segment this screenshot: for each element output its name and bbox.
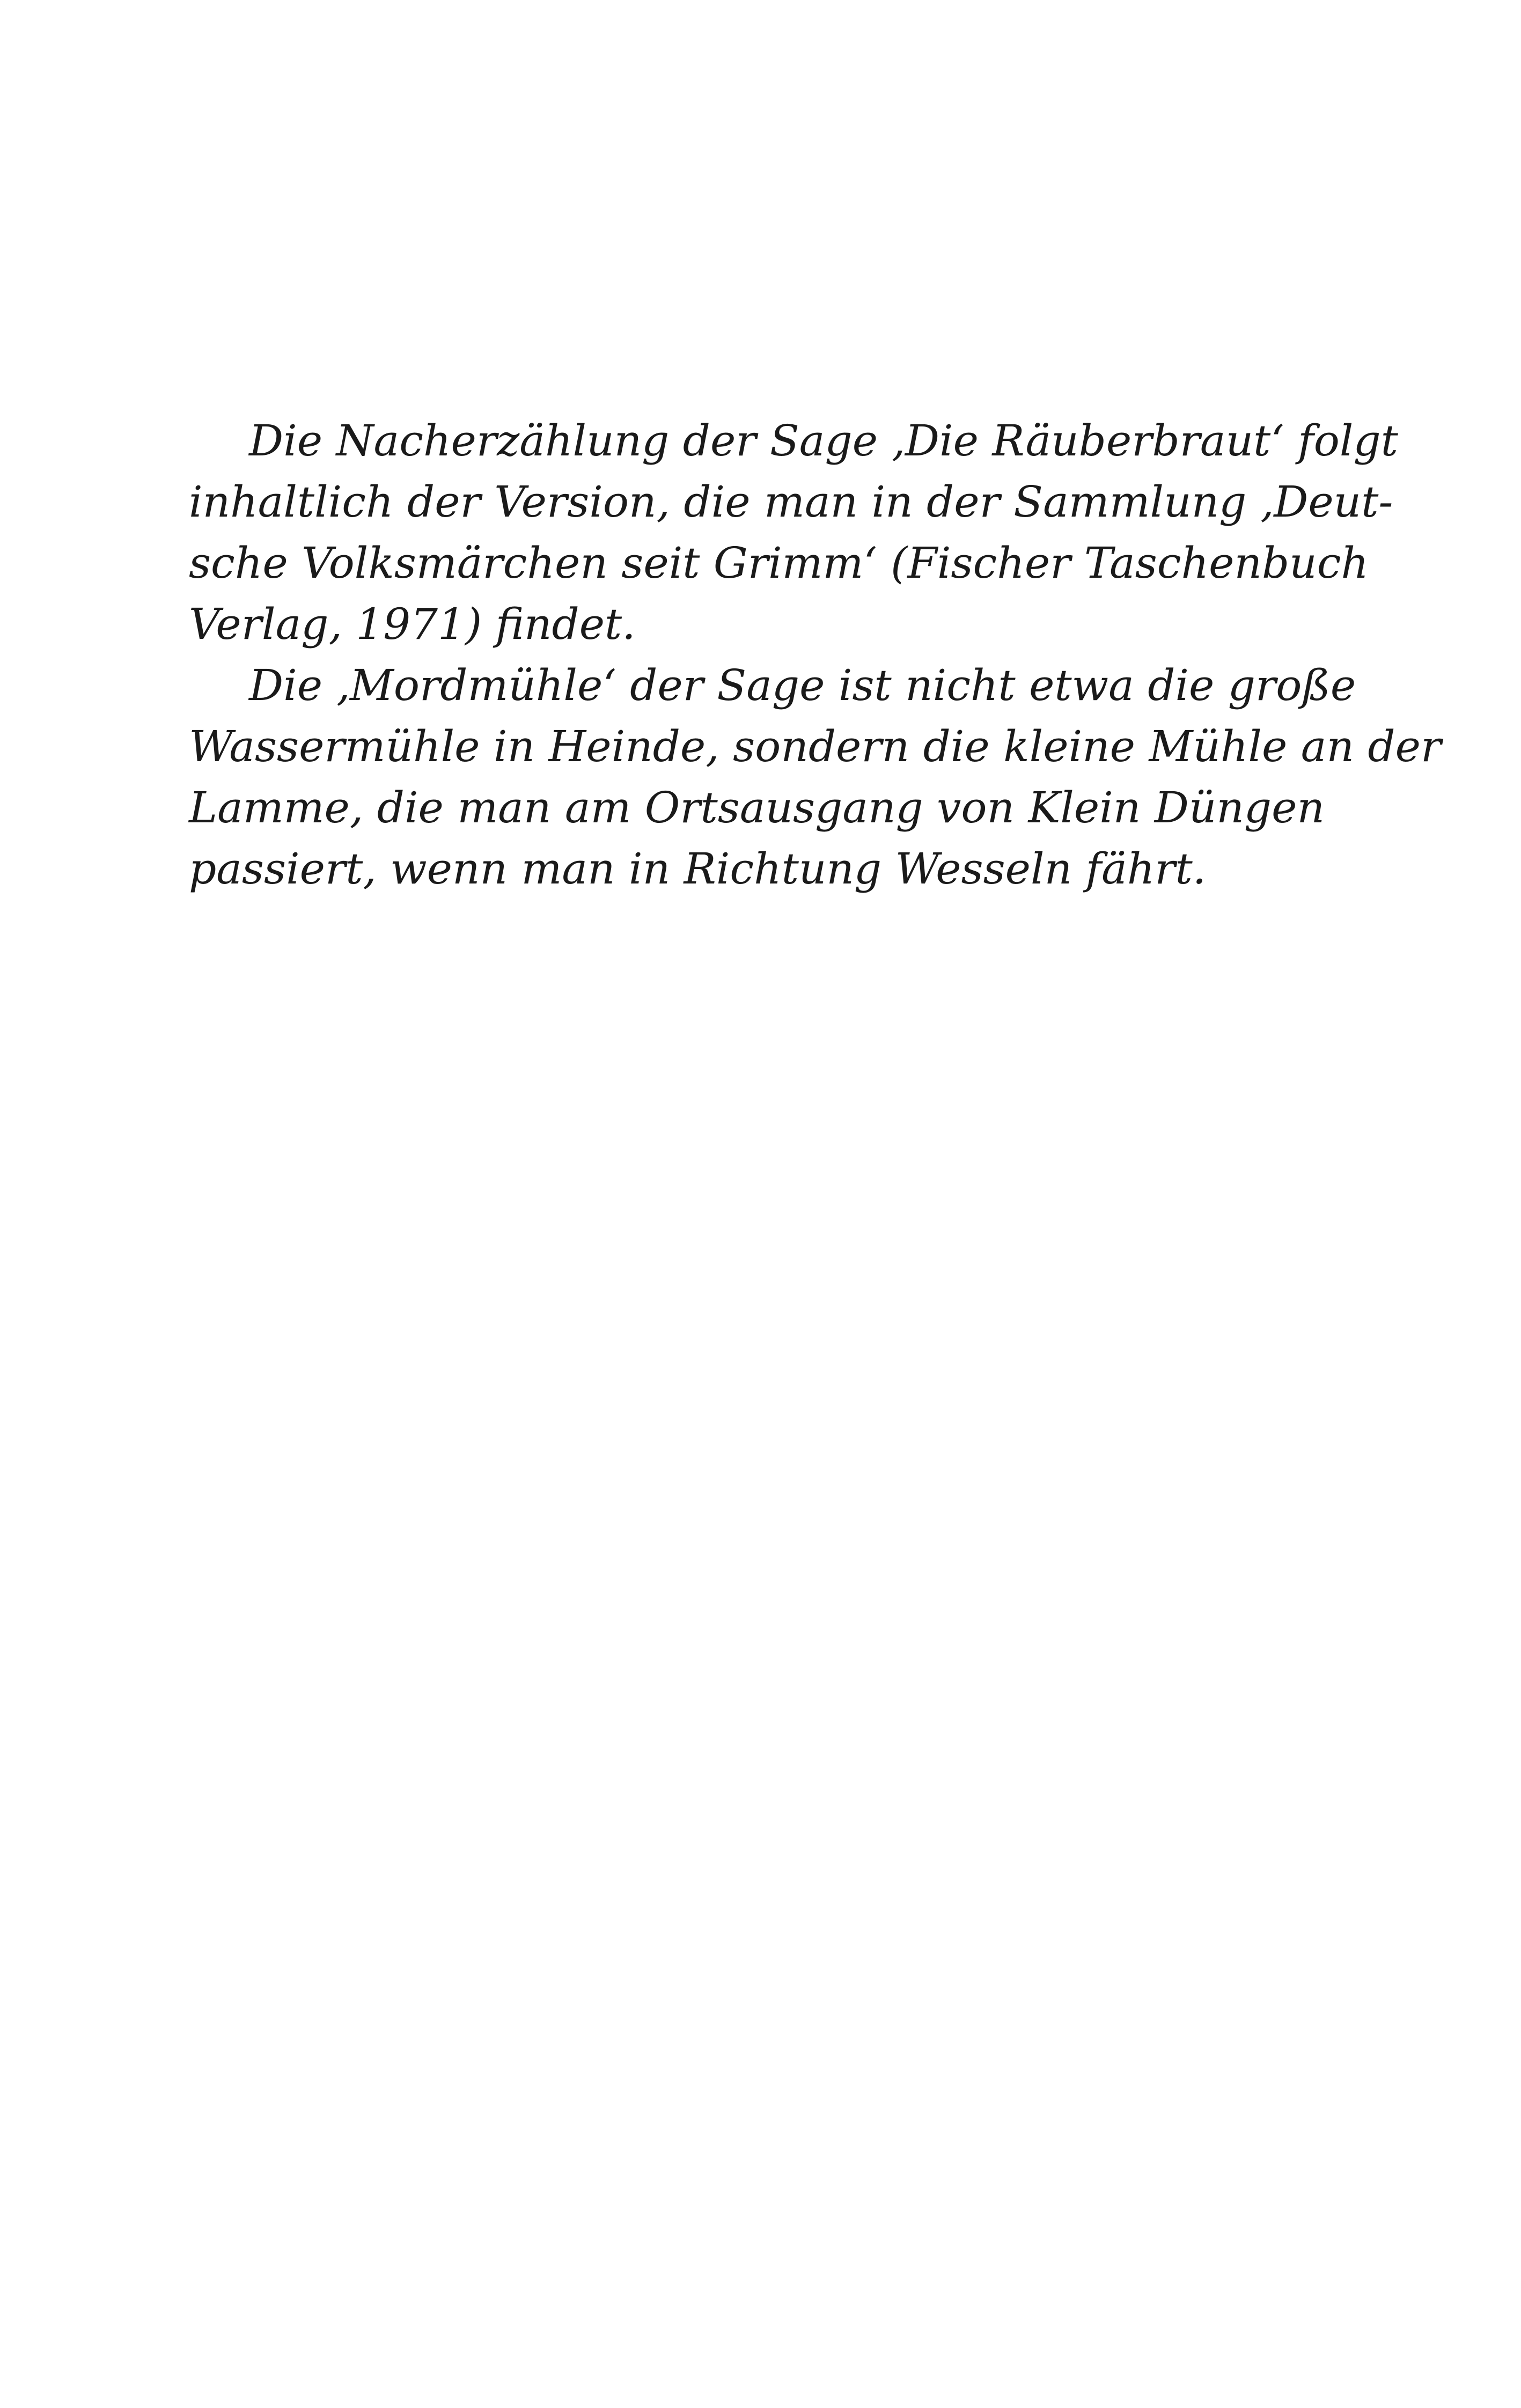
text-line: inhaltlich der Version, die man in der Sammlung ‚Deut- (189, 477, 1393, 527)
text-line: Die Nacherzählung der Sage ‚Die Räuberbraut‘ folgt (249, 416, 1398, 466)
text-line: sche Volksmärchen seit Grimm‘ (Fischer Taschenbuch (189, 538, 1369, 588)
text-line: Lamme, die man am Ortsausgang von Klein Düngen (189, 783, 1325, 833)
text-line: Wassermühle in Heinde, sondern die kleine Mühle an der (189, 721, 1442, 771)
text-line: Die ‚Mordmühle‘ der Sage ist nicht etwa die große (249, 660, 1356, 710)
paragraph-1 (189, 410, 1398, 655)
text-line: Verlag, 1971) findet. (189, 599, 636, 649)
body-text (189, 410, 1442, 900)
paragraph-2 (189, 655, 1442, 900)
text-line: passiert, wenn man in Richtung Wesseln fährt. (189, 844, 1207, 894)
